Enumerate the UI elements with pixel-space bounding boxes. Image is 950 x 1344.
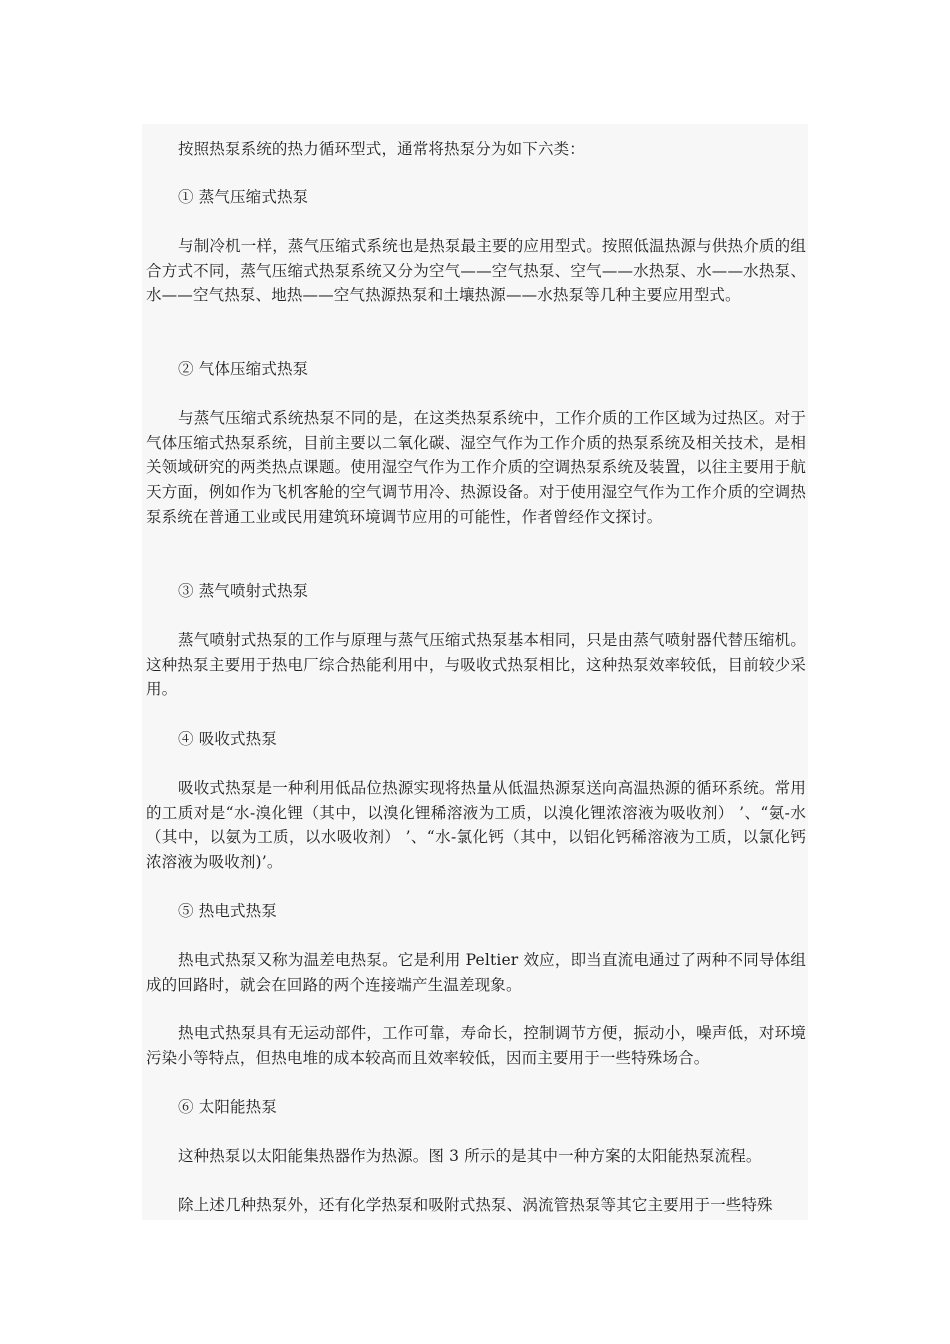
paragraph-other-heat-pumps: 除上述几种热泵外，还有化学热泵和吸附式热泵、涡流管热泵等其它主要用于一些特殊 [178, 1196, 773, 1214]
paragraph-thermoelectric-1: 热电式热泵又称为温差电热泵。它是利用 Peltier 效应，即当直流电通过了两种不同导体组成的回路时，就会在回路的两个连接端产生温差现象。 [146, 951, 806, 994]
paragraph-solar: 这种热泵以太阳能集热器作为热源。图 3 所示的是其中一种方案的太阳能热泵流程。 [178, 1147, 762, 1165]
heading-absorption: ④ 吸收式热泵 [178, 730, 277, 748]
article-body [142, 124, 808, 1220]
heading-gas-compression: ② 气体压缩式热泵 [178, 360, 309, 378]
paragraph-vapor-compression: 与制冷机一样，蒸气压缩式系统也是热泵最主要的应用型式。按照低温热源与供热介质的组合方式不同，蒸气压缩式热泵系统又分为空气——空气热泵、空气——水热泵、水——水热泵、水——空气热泵、地热——空气热源热泵和土壤热源——水热泵等几种主要应用型式。 [146, 237, 806, 305]
paragraph-gas-compression: 与蒸气压缩式系统热泵不同的是，在这类热泵系统中，工作介质的工作区域为过热区。对于气体压缩式热泵系统，目前主要以二氧化碳、湿空气作为工作介质的热泵系统及相关技术，是相关领域研究的两类热点课题。使用湿空气作为工作介质的空调热泵系统及装置，以往主要用于航天方面，例如作为飞机客舱的空气调节用冷、热源设备。对于使用湿空气作为工作介质的空调热泵系统在普通工业或民用建筑环境调节应用的可能性，作者曾经作文探讨。 [146, 409, 806, 526]
intro-paragraph: 按照热泵系统的热力循环型式，通常将热泵分为如下六类： [178, 140, 585, 158]
heading-solar: ⑥ 太阳能热泵 [178, 1098, 277, 1116]
heading-vapor-jet: ③ 蒸气喷射式热泵 [178, 582, 309, 600]
paragraph-vapor-jet: 蒸气喷射式热泵的工作与原理与蒸气压缩式热泵基本相同，只是由蒸气喷射器代替压缩机。这种热泵主要用于热电厂综合热能利用中，与吸收式热泵相比，这种热泵效率较低，目前较少采用。 [146, 631, 806, 699]
paragraph-absorption: 吸收式热泵是一种利用低品位热源实现将热量从低温热源泵送向高温热源的循环系统。常用的工质对是“水-溴化锂（其中，以溴化锂稀溶液为工质，以溴化锂浓溶液为吸收剂） ’、“氨-水（其中，以氨为工质，以水吸收剂） ’、“水-氯化钙（其中，以铝化钙稀溶液为工质，以氯化钙浓溶液为吸收剂)’。 [146, 779, 806, 872]
heading-vapor-compression: ① 蒸气压缩式热泵 [178, 188, 309, 206]
heading-thermoelectric: ⑤ 热电式热泵 [178, 902, 277, 920]
paragraph-thermoelectric-2: 热电式热泵具有无运动部件，工作可靠，寿命长，控制调节方便，振动小，噪声低，对环境污染小等特点，但热电堆的成本较高而且效率较低，因而主要用于一些特殊场合。 [146, 1024, 806, 1067]
